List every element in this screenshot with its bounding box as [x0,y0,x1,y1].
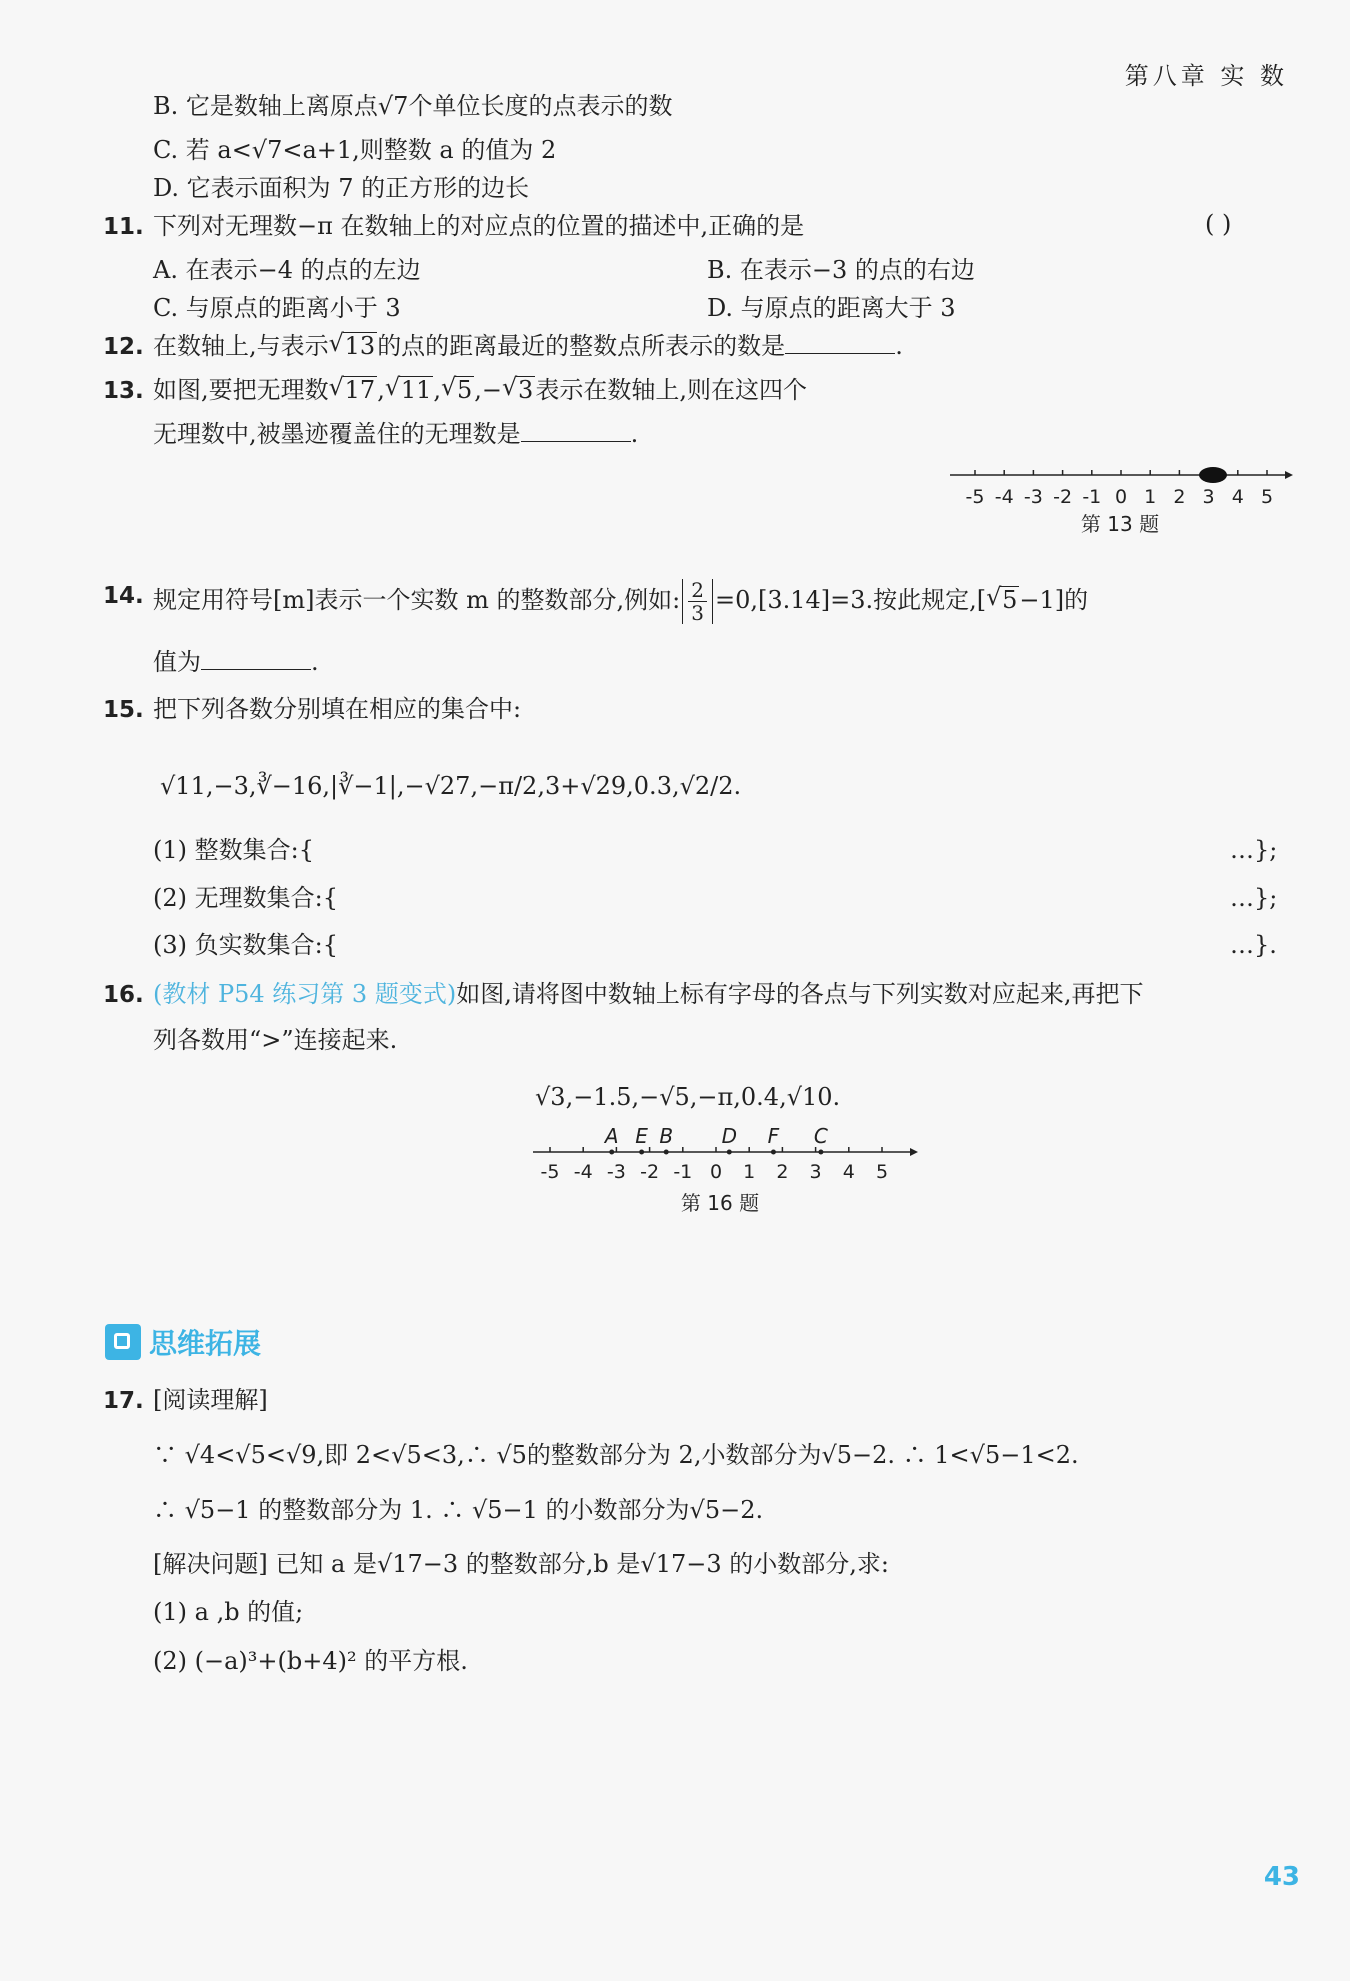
q14-blank[interactable] [201,647,311,670]
tick-label: -2 [640,1161,660,1183]
point-dot [639,1150,644,1155]
q12-pre: 在数轴上,与表示 [153,332,329,360]
q17-sub1: (1) a ,b 的值; [153,1598,304,1626]
tick-label: -3 [1023,486,1043,508]
tick-label: 5 [875,1161,889,1183]
q11-stem: 下列对无理数−π 在数轴上的对应点的位置的描述中,正确的是 [153,212,805,240]
tick-label: -1 [1082,486,1102,508]
q11-option-b: B. 在表示−3 的点的右边 [707,256,975,284]
q14-number: 14. [103,583,144,609]
point-label-F: F [767,1124,780,1148]
point-dot [609,1150,614,1155]
tick-label: -5 [540,1161,560,1183]
q12-post: 的点的距离最近的整数点所表示的数是 [377,332,786,360]
q16-number: 16. [103,982,144,1008]
q16-numbers: √3,−1.5,−√5,−π,0.4,√10. [535,1083,841,1111]
tick-label: 4 [1231,486,1244,508]
point-dot [727,1150,732,1155]
tick-label: 3 [809,1161,822,1183]
tick-label: -2 [1053,486,1073,508]
tick-label: 3 [1202,486,1215,508]
q16-line1: (教材 P54 练习第 3 题变式)如图,请将图中数轴上标有字母的各点与下列实数对应起来,再把下 [153,980,1144,1008]
q17-sub2: (2) (−a)³+(b+4)² 的平方根. [153,1647,468,1675]
q15-end1: …}; [1230,836,1278,864]
q16-number-line [525,1120,925,1220]
q17-line3: [解决问题] 已知 a 是√17−3 的整数部分,b 是√17−3 的小数部分,求: [153,1550,889,1578]
point-label-E: E [635,1124,648,1148]
q12-text: 在数轴上,与表示√ 13的点的距离最近的整数点所表示的数是 . [153,330,903,362]
q15-end3: …}. [1230,931,1277,959]
q15-number: 15. [103,697,144,723]
tick-label: 1 [1144,486,1157,508]
tick-label: -1 [673,1161,693,1183]
q15-numbers: √11,−3,∛−16,|∛−1|,−√27,−π/2,3+√29,0.3,√2/2. [160,772,742,800]
q10-option-d: D. 它表示面积为 7 的正方形的边长 [153,174,530,202]
q10-option-b: B. 它是数轴上离原点√7个单位长度的点表示的数 [153,92,673,120]
q14-line2: 值为 . [153,648,319,676]
q13-blank[interactable] [521,419,631,442]
tick-label: 5 [1260,486,1274,508]
q15-end2: …}; [1230,884,1278,912]
q10-option-c: C. 若 a<√7<a+1,则整数 a 的值为 2 [153,136,557,164]
tick-label: -3 [606,1161,626,1183]
q11-option-c: C. 与原点的距离小于 3 [153,294,401,322]
extension-icon [105,1324,141,1360]
tick-label: -4 [994,486,1014,508]
q17-line2: ∴ √5−1 的整数部分为 1. ∴ √5−1 的小数部分为√5−2. [153,1496,764,1524]
tick-label: 2 [776,1161,789,1183]
q13-line1: 如图,要把无理数√ 17,√ 11,√ 5,−√ 3表示在数轴上,则在这四个 [153,374,807,406]
q15-stem: 把下列各数分别填在相应的集合中: [153,695,522,723]
point-label-C: C [813,1124,828,1148]
tick-label: 0 [709,1161,723,1183]
q12-radical: √ 13 [329,330,378,362]
point-label-D: D [721,1124,737,1148]
q16-caption: 第 16 题 [680,1191,760,1215]
q11-option-a: A. 在表示−4 的点的左边 [153,256,421,284]
point-label-A: A [604,1124,619,1148]
q11-answer-paren: ( ) [1205,210,1232,238]
q17-tag-reading: [阅读理解] [153,1386,268,1414]
q12-number: 12. [103,334,144,360]
q11-number: 11. [103,214,144,240]
point-label-B: B [659,1124,674,1148]
ink-blot [1199,467,1227,483]
chapter-header: 第八章 实 数 [1124,62,1288,90]
q12-blank[interactable] [785,331,895,354]
q13-line2: 无理数中,被墨迹覆盖住的无理数是 . [153,420,639,448]
q15-set-integers: (1) 整数集合:{ [153,836,314,864]
tick-label: -4 [573,1161,593,1183]
q15-set-irrational: (2) 无理数集合:{ [153,884,338,912]
section-title: 思维拓展 [105,1322,261,1362]
q17-line1: ∵ √4<√5<√9,即 2<√5<3,∴ √5的整数部分为 2,小数部分为√5−2. ∴ 1<√5−1<2. [153,1441,1079,1469]
point-dot [818,1150,823,1155]
point-dot [771,1150,776,1155]
tick-label: 4 [842,1161,855,1183]
q13-number-line [945,455,1295,540]
point-dot [664,1150,669,1155]
q13-number: 13. [103,378,144,404]
q17-number: 17. [103,1388,144,1414]
q11-option-d: D. 与原点的距离大于 3 [707,294,956,322]
q13-caption: 第 13 题 [1080,512,1160,536]
tick-label: -5 [965,486,985,508]
tick-label: 1 [743,1161,756,1183]
page-number: 43 [1263,1862,1300,1892]
q16-source: (教材 P54 练习第 3 题变式) [153,980,457,1008]
q14-line1: 规定用符号[m]表示一个实数 m 的整数部分,例如: $\frac{2}{3}$ =0,[3.14]=3.按此规定,[√ 5−1]的 [153,579,1088,624]
q16-line2: 列各数用“>”连接起来. [153,1026,398,1054]
tick-label: 0 [1114,486,1128,508]
q15-set-negative: (3) 负实数集合:{ [153,931,338,959]
tick-label: 2 [1173,486,1186,508]
